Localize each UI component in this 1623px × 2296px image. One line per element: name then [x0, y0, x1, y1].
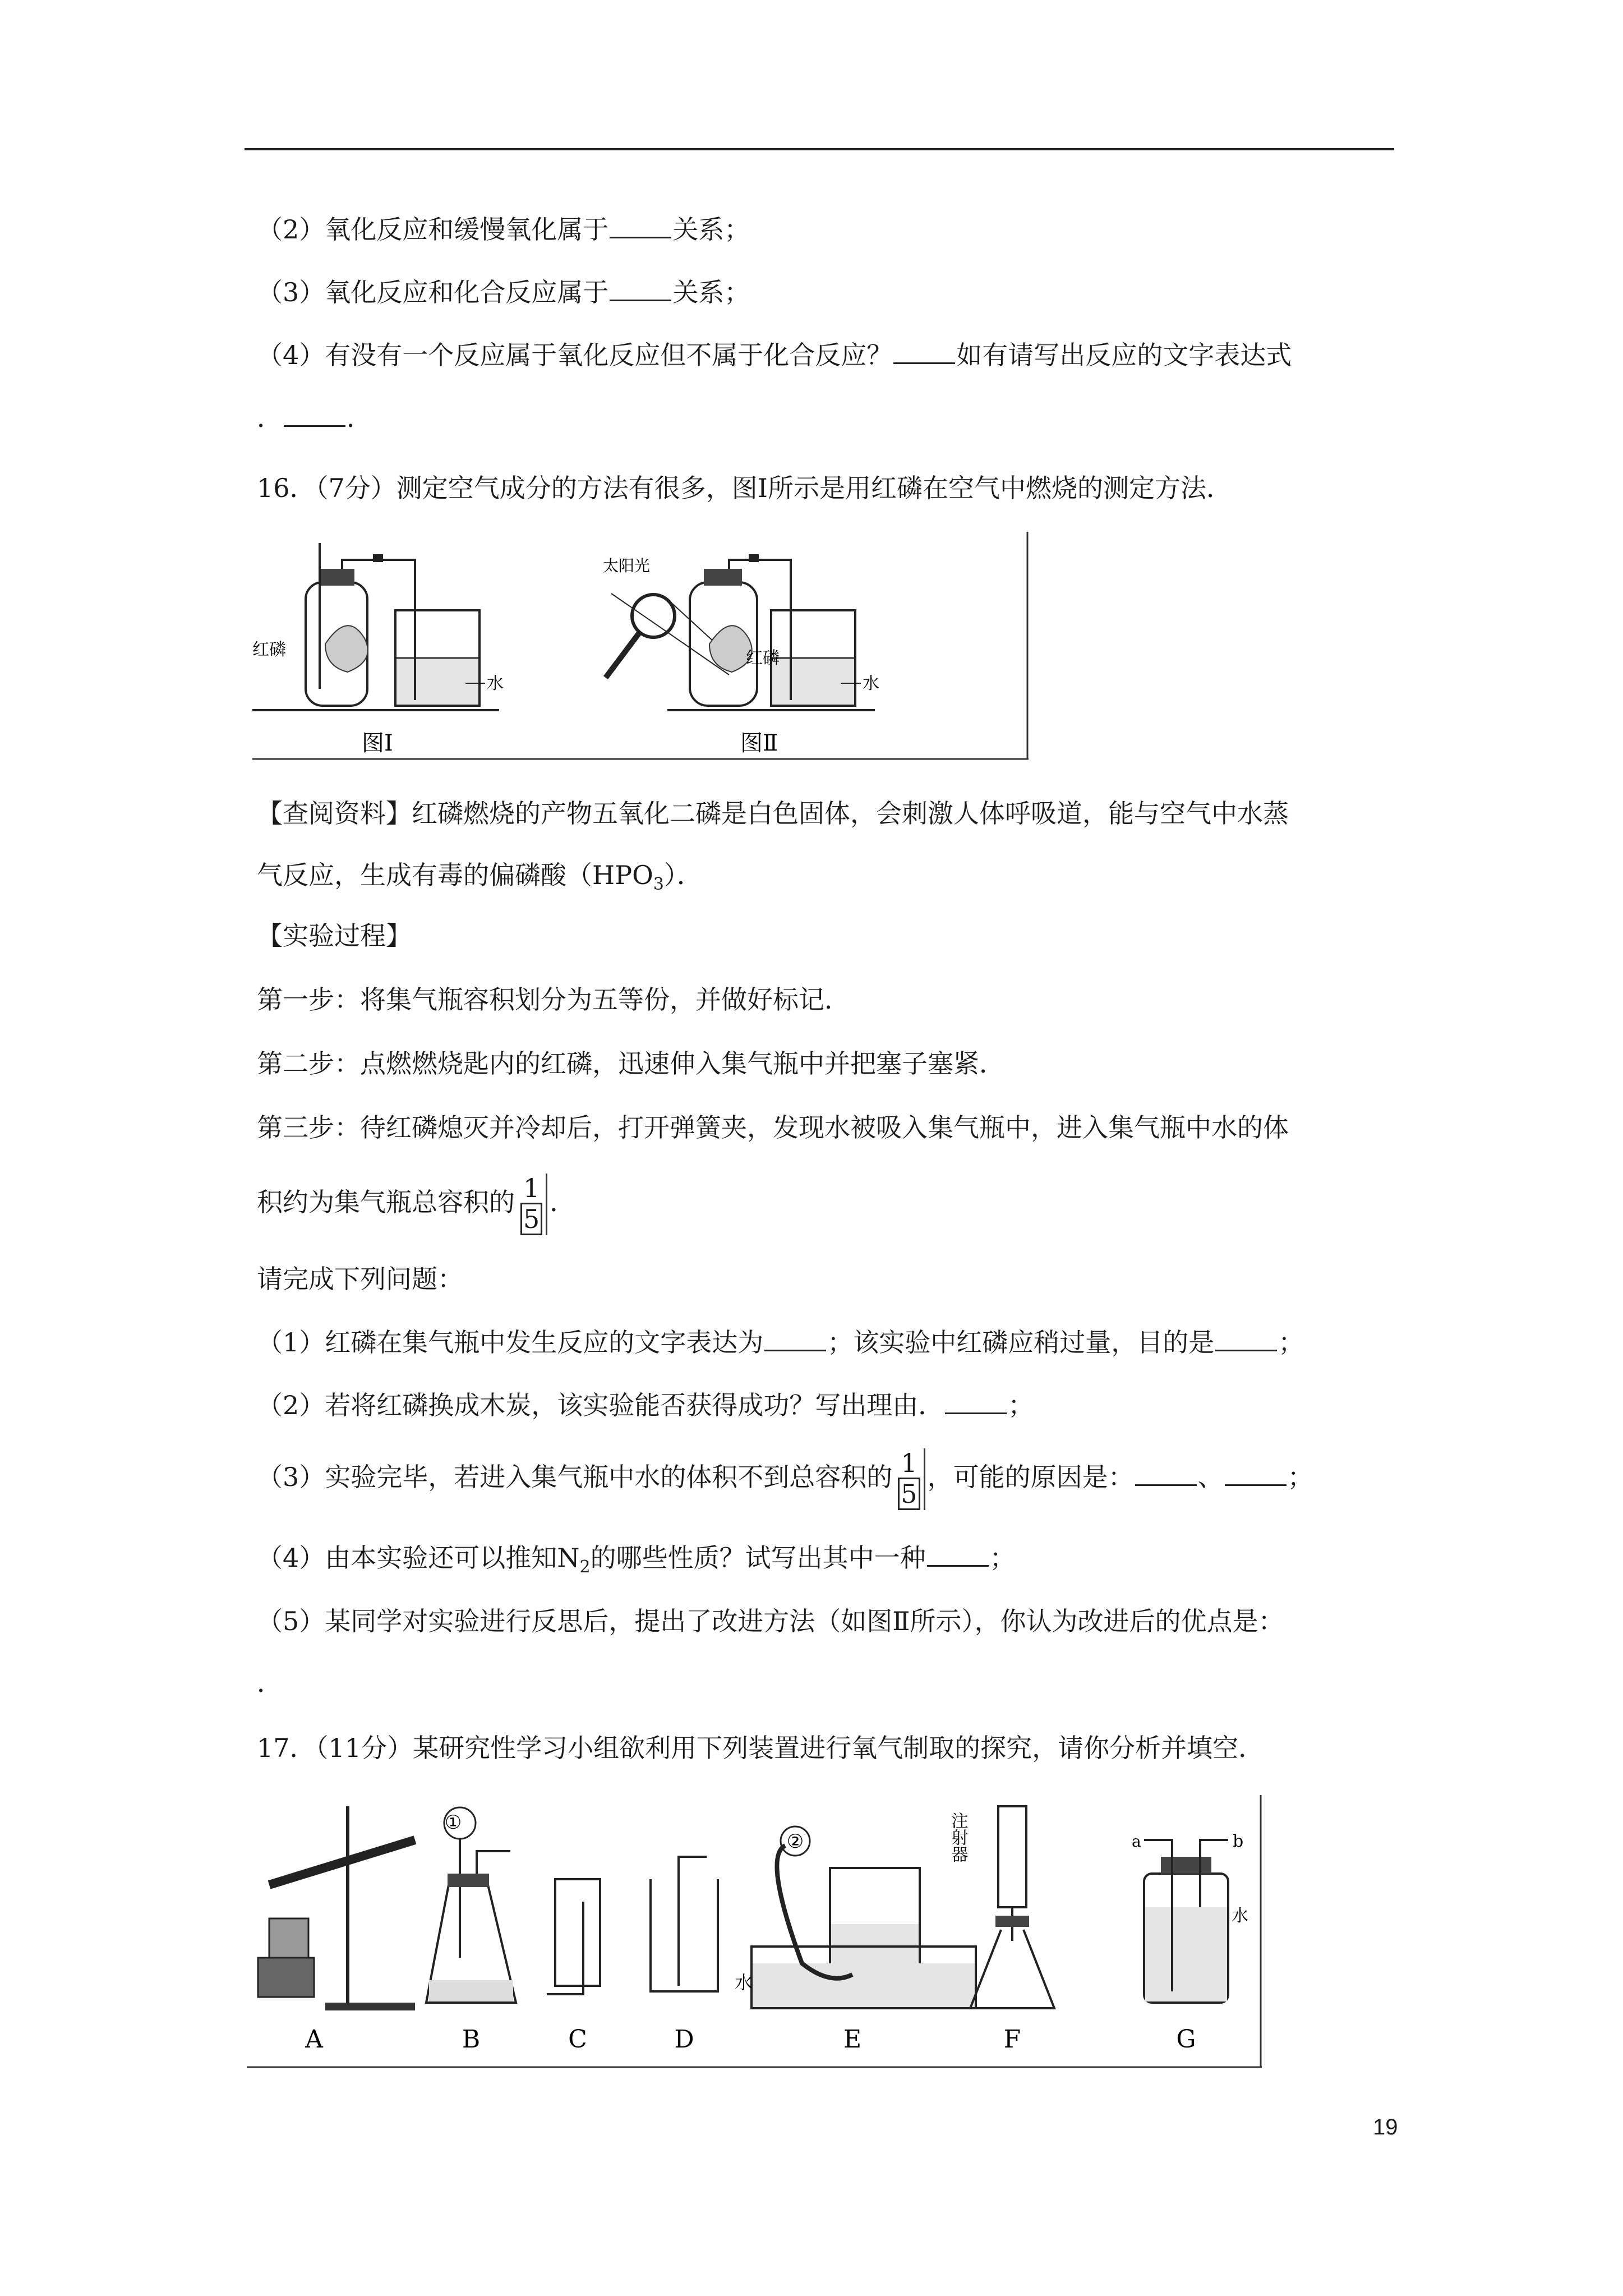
q15-line-3: （3）氧化反应和化合反应属于 关系；: [257, 275, 750, 309]
port-a-label: a: [1132, 1832, 1141, 1851]
q16-step-3-cont: 积约为集气瓶总容积的 $\frac{1}{5}$ ．: [257, 1173, 576, 1234]
apparatus-g: [1144, 1840, 1228, 2003]
page-number: 19: [1373, 2115, 1398, 2139]
figure-1-water-label: 水: [487, 674, 504, 693]
answer-blank[interactable]: [610, 275, 671, 301]
label-d: D: [674, 2025, 694, 2054]
figure-1-phosphorus-label: 红磷: [252, 640, 286, 660]
q16-reference-2: 气反应，生成有毒的偏磷酸$(HPO_3)$．: [257, 860, 703, 895]
q16-process-title: 【实验过程】: [257, 921, 412, 951]
answer-blank[interactable]: [764, 1325, 826, 1351]
q16-question-5: （5）某同学对实验进行反思后，提出了改进方法（如图Ⅱ所示），你认为改进后的优点是：: [257, 1606, 1284, 1636]
q15-line-4-cont: ． ．: [257, 401, 372, 435]
apparatus-d: [651, 1857, 718, 1991]
q16-figure: [252, 532, 1032, 762]
figure-2-apparatus: [606, 554, 875, 710]
q15-line-4: （4）有没有一个反应属于氧化反应但不属于化合反应？ 如有请写出反应的文字表达式: [257, 338, 1292, 372]
apparatus-f: [970, 1806, 1054, 2008]
answer-blank[interactable]: [610, 212, 671, 238]
answer-blank[interactable]: [1135, 1460, 1197, 1486]
figure-1-caption: 图Ⅰ: [362, 730, 393, 756]
figure-2-caption: 图Ⅱ: [740, 730, 778, 756]
figure-2-sunlight-label: 太阳光: [603, 556, 651, 575]
q15-line-2: （2）氧化反应和缓慢氧化属于 关系；: [257, 212, 750, 246]
q16-step-3: 第三步：待红磷熄灭并冷却后，打开弹簧夹，发现水被吸入集气瓶中，进入集气瓶中水的体: [257, 1112, 1289, 1143]
answer-blank[interactable]: [1225, 1460, 1287, 1486]
label-b: B: [462, 2025, 481, 2054]
q16-step-1: 第一步：将集气瓶容积划分为五等份，并做好标记．: [257, 984, 850, 1015]
answer-blank[interactable]: [1215, 1325, 1277, 1351]
apparatus-a: [258, 1806, 415, 2010]
label-f: F: [1003, 2025, 1021, 2054]
figure-1-apparatus: [252, 543, 499, 710]
water-label-e: 水: [735, 1972, 753, 1993]
syringe-label: 注射器: [948, 1812, 968, 1862]
q16-step-2: 第二步：点燃燃烧匙内的红磷，迅速伸入集气瓶中并把塞子塞紧．: [257, 1048, 1005, 1079]
q16-reference-1: 【查阅资料】红磷燃烧的产物五氧化二磷是白色固体，会刺激人体呼吸道，能与空气中水蒸: [257, 798, 1289, 829]
circle-two-label: ②: [786, 1830, 804, 1853]
circle-one-label: ①: [444, 1811, 462, 1834]
water-label-g: 水: [1232, 1906, 1248, 1926]
fraction-one-fifth: $\frac{1}{5}$: [895, 1448, 925, 1510]
figure-2-phosphorus-label: 红磷: [746, 648, 780, 668]
label-a: A: [305, 2025, 323, 2054]
port-b-label: b: [1233, 1832, 1244, 1851]
apparatus-c: [547, 1879, 600, 1994]
answer-blank[interactable]: [284, 401, 345, 427]
apparatus-e: [751, 1826, 976, 2008]
answer-blank[interactable]: [927, 1540, 989, 1567]
label-g: G: [1176, 2025, 1196, 2054]
q16-question-1: （1）红磷在集气瓶中发生反应的文字表达为 ；该实验中红磷应稍过量，目的是 ；: [257, 1325, 1304, 1359]
q17-figure: [247, 1795, 1267, 2070]
apparatus-b: [426, 1807, 516, 2003]
q16-intro: 16．（7分）测定空气成分的方法有很多，图Ⅰ所示是用红磷在空气中燃烧的测定方法．: [257, 473, 1232, 503]
answer-blank[interactable]: [893, 338, 955, 364]
label-c: C: [568, 2025, 587, 2054]
q16-question-3: （3）实验完毕，若进入集气瓶中水的体积不到总容积的 $\frac{1}{5}$ ，可能的原因是： 、 ；: [257, 1448, 1313, 1509]
header-rule: [245, 148, 1394, 150]
q17-intro: 17．（11分）某研究性学习小组欲利用下列装置进行氧气制取的探究，请你分析并填空．: [257, 1733, 1265, 1763]
label-e: E: [843, 2025, 862, 2054]
q16-ask: 请完成下列问题：: [257, 1264, 463, 1294]
q16-question-4: （4）由本实验还可以推知$N_2$的哪些性质？试写出其中一种 ；: [257, 1540, 1016, 1584]
q16-question-5-cont: ．: [257, 1668, 283, 1698]
fraction-one-fifth: $\frac{1}{5}$: [517, 1174, 547, 1235]
figure-2-water-label: 水: [863, 674, 879, 693]
answer-blank[interactable]: [945, 1388, 1007, 1414]
q16-question-2: （2）若将红磷换成木炭，该实验能否获得成功？写出理由． ；: [257, 1388, 1034, 1422]
